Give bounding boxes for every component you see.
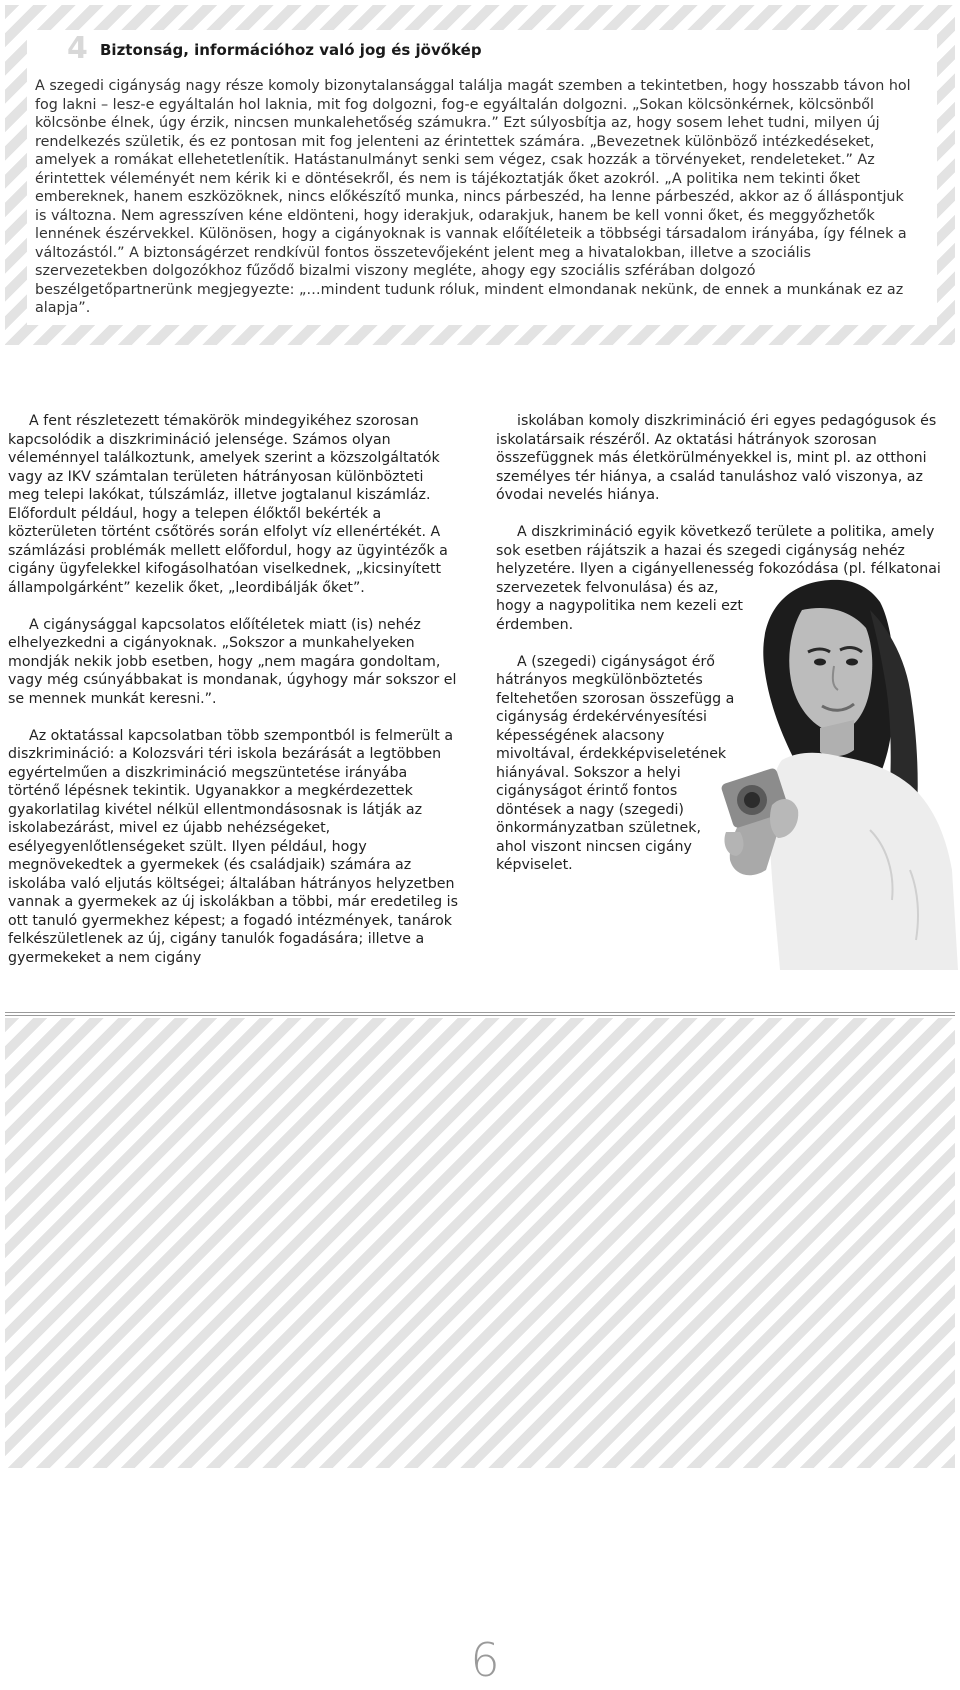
section-title: Biztonság, információhoz való jog és jövőkép	[100, 41, 482, 59]
left-column	[8, 412, 458, 986]
page-number: 6	[470, 1633, 500, 1687]
wrap-spacer	[721, 986, 959, 1005]
left-paragraph-1: A fent részletezett témakörök mindegyikéhez szorosan kapcsolódik a diszkrimináció jelensége. Számos olyan véleménnyel találkoztunk, amelyek szerint a közszolgáltatók vagy az IKV számtalan területen hátrányosan különbözteti meg telepi lakókat, túlszámláz, illetve jogtalanul kiszámláz. Előfordult például, hogy a telepen élőktől bekérték a közterületen történt csőtörés során elfolyt víz ellenértékét. A számlázási problémák mellett előfordul, hogy az ügyintézők a cigány ügyfelekkel kifogásolhatóan viselkednek, „kicsinyített állampolgárként” kezelik őket, „leordibálják őket”.	[8, 413, 448, 596]
page-number-box	[448, 1630, 522, 1690]
header-stripe-band	[5, 5, 955, 345]
photo-figure	[720, 580, 958, 970]
section-number: 4	[67, 31, 88, 66]
footer-stripe-band	[5, 1018, 955, 1687]
right-paragraph-3: A (szegedi) cigányságot érő hátrányos megkülönböztetés feltehetően szorosan összefügg a cigányság érdekérvényesítési képességének alacsony mivoltával, érdekképviseletének hiányával. Sokszor a helyi cigányságot érintő fontos döntések a nagy (szegedi) önkormányzatban születnek, ahol viszont nincsen cigány képviselet.	[496, 653, 735, 873]
right-paragraph-1: iskolában komoly diszkrimináció éri egyes pedagógusok és iskolatársaik részéről. Az oktatási hátrányok szorosan összefüggnek más életkörülményekkel is, mint pl. az otthoni személyes tér hiánya, a család tanuláshoz való viszonya, az óvodai nevelés hiánya.	[496, 413, 937, 503]
intro-paragraph: A szegedi cigányság nagy része komoly bizonytalansággal találja magát szemben a tekintetben, hogy hosszabb távon hol fog lakni – lesz-e egyáltalán hol laknia, mit fog dolgozni, fog-e egyáltalán dolgozni. „Sokan kölcsönkérnek, kölcsönből kölcsönbe élnek, úgy érzik, nincsen munkalehetőség számukra.” Ezt súlyosbítja az, hogy sosem lehet tudni, milyen új rendelkezés születik, és ez pontosan mit fog jelenteni az érintettek számára. „Bevezetnek különböző intézkedéseket, amelyek a romákat ellehetetlenítik. Hatástanulmányt senki sem végez, csak hozzák a törvényeket, rendeleteket.” Az érintettek véleményét nem kérik ki e döntésekről, és nem is tájékoztatják őket azokról. „A politika nem tekinti őket embereknek, hanem eszközöknek, nincs előkészítő munka, nincs párbeszéd, ha lenne párbeszéd, akkor az ő álláspontjuk is változna. Nem agresszíven kéne eldönteni, hogy iderakjuk, odarakjuk, hanem be kell vonni őket, és meggyőzhetők lennének észérvekkel. Különösen, hogy a cigányoknak is vannak előítéleteik a többségi társadalom irányába, így félnek a változástól.” A biztonságérzet rendkívül fontos összetevőjeként jelent meg a hivatalokban, illetve a szociális szervezetekben dolgozókhoz fűződő bizalmi viszony megléte, ahogy egy szociális szférában dolgozó beszélgetőpartnerünk megjegyezte: „…mindent tudunk róluk, mindent elmondanak nekünk, de ennek a munkának ez az alapja”.	[35, 78, 911, 316]
footer-divider	[5, 1012, 955, 1016]
left-paragraph-2: A cigánysággal kapcsolatos előítéletek miatt (is) nehéz elhelyezkedni a cigányoknak. „Sokszor a munkahelyeken mondják nekik jobb esetben, hogy „nem magára gondoltam, vagy még csúnyábbakat is mondanak, úgyhogy már sokszor el se mennek munkát keresni.”.	[8, 616, 457, 707]
girl-with-camera-photo	[720, 570, 958, 970]
left-paragraph-3: Az oktatással kapcsolatban több szempontból is felmerült a diszkrimináció: a Kolozsvári téri iskola bezárását a legtöbben egyértelműen a diszkrimináció megszüntetése irányába történő lépésnek tekintik. Ugyanakkor a megkérdezettek gyakorlatilag kivétel nélkül ellentmondásosnak is látják az iskolabezárást, mivel ez újabb nehézségeket, esélyegyenlőtlenségeket szült. Ilyen például, hogy megnövekedtek a gyermekek (és családjaik) számára az iskolába való eljutás költségei; általában hátrányos helyzetben vannak a gyermekek az új iskolákban a többi, már eredetileg is ott tanuló gyermekhez képest; a fogadó intézmények, tanárok felkészületlenek az új, cigány tanulók fogadására; illetve a gyermekeket a nem cigány	[8, 727, 459, 966]
right-paragraph-2: A diszkrimináció egyik következő területe a politika, amely sok esetben rájátszik a hazai és szegedi cigányság nehéz helyzetére. Ilyen a cigányellenesség fokozódása (pl. félkatonai szervezetek felvonulása) és az, hogy a nagypolitika nem kezeli ezt érdemben.	[496, 524, 941, 633]
